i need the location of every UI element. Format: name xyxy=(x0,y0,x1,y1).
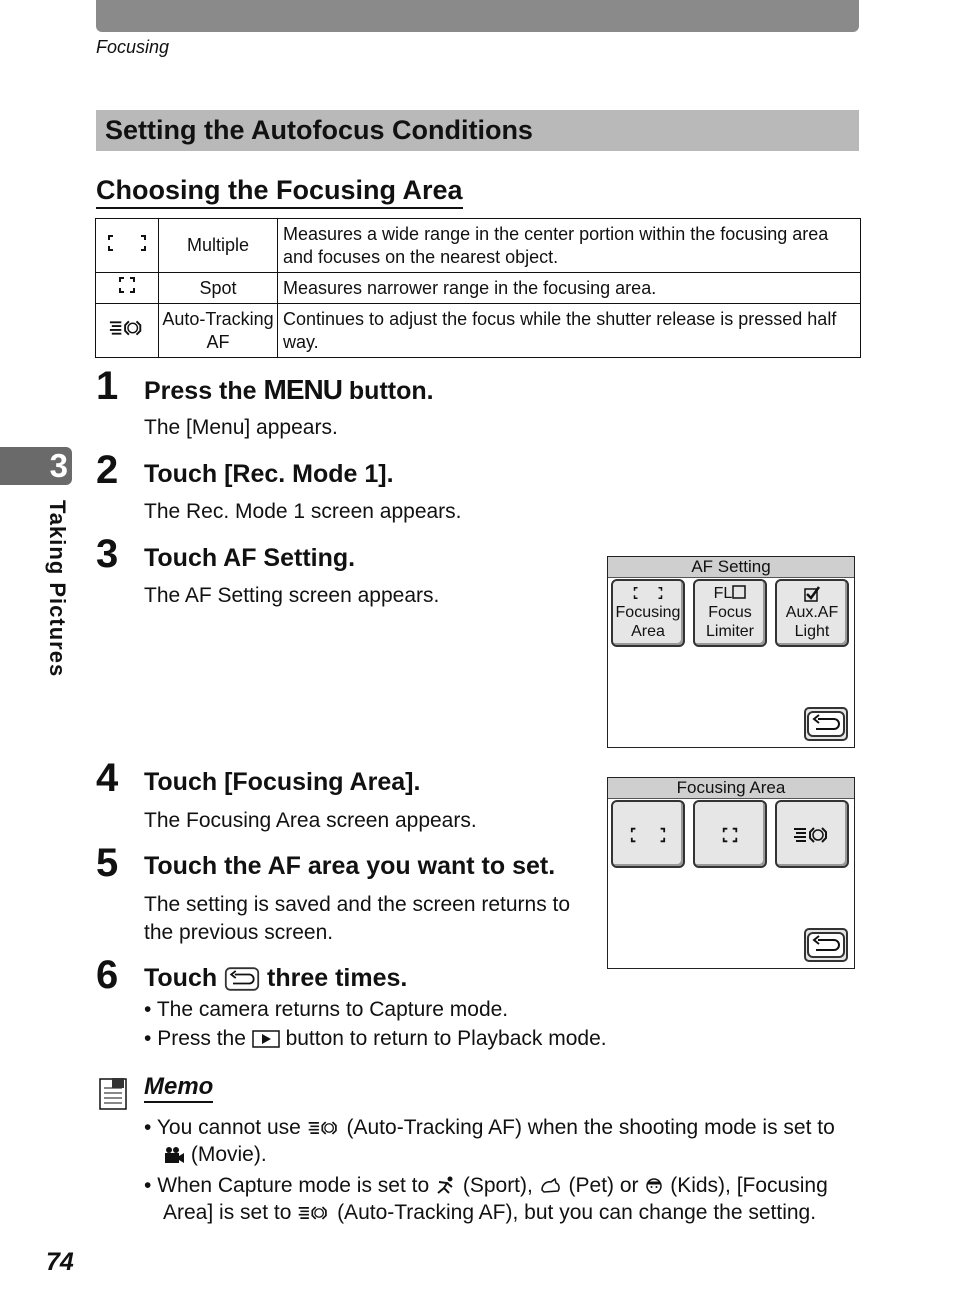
af-setting-screen xyxy=(607,556,855,748)
step-title-post: three times. xyxy=(260,964,408,992)
step-number: 2 xyxy=(96,448,119,492)
focus-limiter-button[interactable] xyxy=(693,579,767,647)
step-title xyxy=(144,964,407,993)
button-label: Area xyxy=(631,623,665,640)
memo-text: (Movie). xyxy=(185,1143,267,1166)
spot-af-icon xyxy=(721,826,739,844)
return-icon xyxy=(224,966,260,992)
button-label: Light xyxy=(794,623,830,640)
list-item: • You cannot use (Auto-Tracking AF) when the shooting mode is set to xyxy=(144,1116,835,1139)
multiple-af-icon xyxy=(96,219,159,273)
step-description: The setting is saved and the screen returns to xyxy=(144,893,571,916)
step-description: The Focusing Area screen appears. xyxy=(144,809,477,832)
chapter-number: 3 xyxy=(49,447,68,484)
table-cell-description: Measures a wide range in the center portion within the focusing area and focuses on the nearest object. xyxy=(278,219,861,273)
movie-icon xyxy=(163,1145,185,1165)
list-item-text: Press the xyxy=(157,1027,252,1050)
memo-text: Area] is set to xyxy=(163,1201,298,1224)
spot-af-button[interactable] xyxy=(693,800,767,868)
spot-af-icon xyxy=(96,273,159,304)
pet-mode-icon xyxy=(539,1176,563,1196)
memo-text: (Kids), [Focusing xyxy=(664,1174,828,1197)
focus-area-icon xyxy=(613,585,683,603)
focus-limiter-icon-text: FL xyxy=(713,585,733,602)
button-label: Focus xyxy=(708,604,752,621)
page-number: 74 xyxy=(46,1248,74,1276)
header-bar xyxy=(96,0,859,32)
step-title: Touch [Rec. Mode 1]. xyxy=(144,460,394,488)
memo-text: (Auto-Tracking AF), but you can change the setting. xyxy=(331,1201,817,1224)
step-description: the previous screen. xyxy=(144,921,334,944)
step-title-pre: Touch xyxy=(144,964,225,992)
auto-tracking-af-icon xyxy=(96,304,159,358)
multiple-af-button[interactable] xyxy=(611,800,685,868)
memo-title: Memo xyxy=(144,1073,213,1103)
step-title-post: button. xyxy=(341,377,434,405)
screen-title: AF Setting xyxy=(608,557,854,578)
list-item-continuation xyxy=(163,1143,267,1167)
table-row xyxy=(96,304,861,358)
return-button[interactable] xyxy=(804,928,848,962)
memo-text: You cannot use xyxy=(156,1116,307,1139)
auto-tracking-af-icon xyxy=(307,1118,341,1138)
table-cell-description: Measures narrower range in the focusing area. xyxy=(278,273,861,304)
playback-icon xyxy=(252,1030,280,1048)
step-description: The AF Setting screen appears. xyxy=(144,584,440,607)
subsection-title: Choosing the Focusing Area xyxy=(96,174,463,209)
step-title xyxy=(144,374,434,406)
running-head: Focusing xyxy=(96,37,170,57)
focusing-area-screen xyxy=(607,777,855,969)
table-cell-description: Continues to adjust the focus while the shutter release is pressed half way. xyxy=(278,304,861,358)
return-button[interactable] xyxy=(804,707,848,741)
list-item: • Press the button to return to Playback mode. xyxy=(144,1027,607,1050)
screen-title: Focusing Area xyxy=(608,778,854,799)
step-title-pre: Press the xyxy=(144,377,264,405)
sport-mode-icon xyxy=(435,1176,457,1196)
focus-limiter-icon xyxy=(695,585,765,603)
button-label: Aux.AF xyxy=(785,604,839,621)
button-label: Limiter xyxy=(705,623,754,640)
step-description: The Rec. Mode 1 screen appears. xyxy=(144,500,462,523)
focusing-area-button[interactable] xyxy=(611,579,685,647)
step-number: 5 xyxy=(96,841,119,885)
step-title: Touch [Focusing Area]. xyxy=(144,768,421,796)
list-item-text: button to return to Playback mode. xyxy=(279,1027,607,1050)
checkbox-checked-icon xyxy=(777,585,847,603)
auto-tracking-af-icon xyxy=(297,1203,331,1223)
section-heading-bar xyxy=(96,110,859,151)
step-description: The [Menu] appears. xyxy=(144,416,338,439)
section-title: Setting the Autofocus Conditions xyxy=(105,115,533,145)
table-cell-name: Multiple xyxy=(159,219,278,273)
aux-af-light-button[interactable] xyxy=(775,579,849,647)
list-item-text: The camera returns to Capture mode. xyxy=(156,998,509,1021)
table-cell-name: Spot xyxy=(159,273,278,304)
table-row xyxy=(96,219,861,273)
list-item-continuation xyxy=(163,1201,816,1225)
step-number: 1 xyxy=(96,364,119,408)
step-number: 3 xyxy=(96,532,119,576)
auto-tracking-af-icon xyxy=(792,824,832,846)
table-cell-name: Auto-Tracking AF xyxy=(159,304,278,358)
focusing-area-table xyxy=(95,218,861,358)
multiple-af-icon xyxy=(630,826,666,844)
auto-tracking-af-button[interactable] xyxy=(775,800,849,868)
memo-text: (Pet) or xyxy=(562,1174,645,1197)
list-item: • The camera returns to Capture mode. xyxy=(144,998,509,1021)
step-title: Touch AF Setting. xyxy=(144,544,356,572)
step-title: Touch the AF area you want to set. xyxy=(144,852,556,880)
button-label: Focusing xyxy=(615,604,681,621)
step-number: 6 xyxy=(96,953,119,997)
memo-text: (Auto-Tracking AF) when the shooting mode is set to xyxy=(340,1116,835,1139)
memo-text: (Sport), xyxy=(457,1174,539,1197)
menu-key-label: MENU xyxy=(263,374,342,405)
table-row xyxy=(96,273,861,304)
memo-icon xyxy=(98,1076,130,1112)
step-number: 4 xyxy=(96,756,119,800)
chapter-tab xyxy=(0,447,72,485)
list-item: • When Capture mode is set to (Sport), (Pet) or (Kids), [Focusing xyxy=(144,1174,828,1197)
memo-text: When Capture mode is set to xyxy=(157,1174,435,1197)
chapter-label: Taking Pictures xyxy=(45,500,70,678)
kids-mode-icon xyxy=(644,1176,664,1196)
